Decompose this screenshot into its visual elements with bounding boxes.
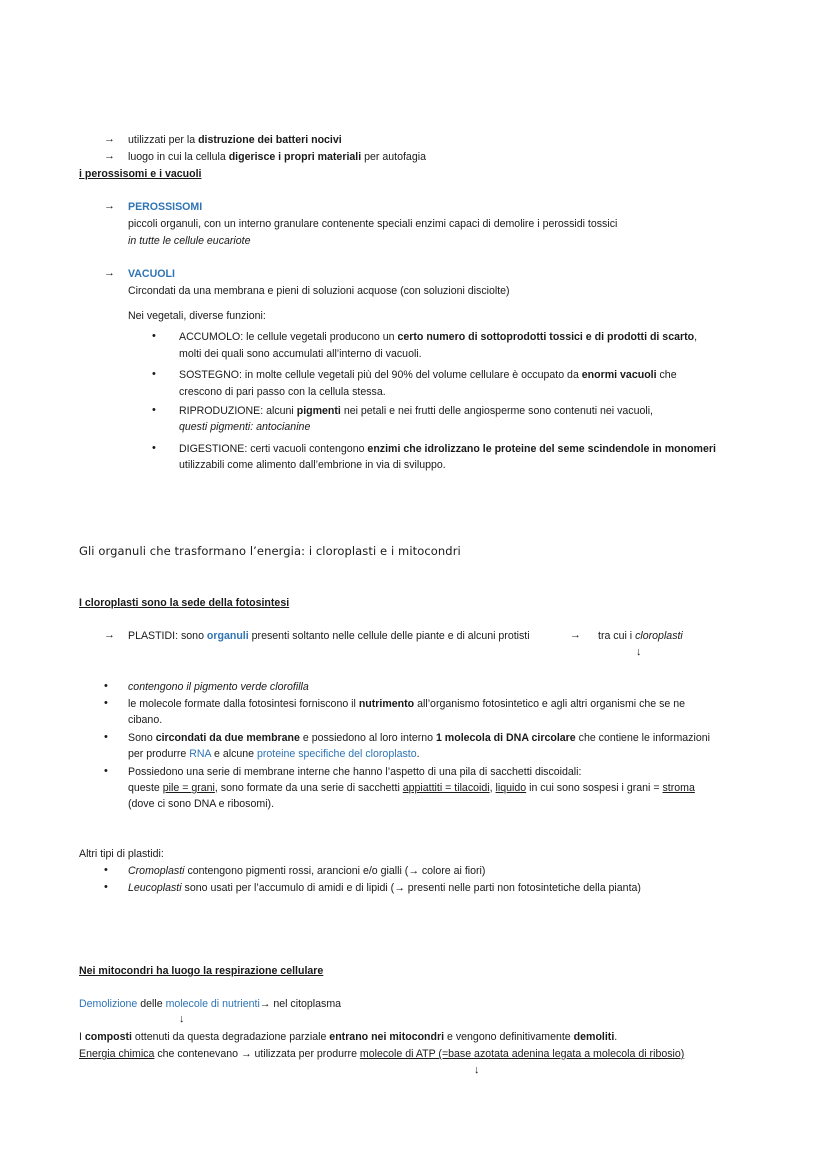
list-item: ACCUMOLO: le cellule vegetali producono un certo numero di sottoprodotti tossici e di prodotti di scarto, [179, 331, 698, 343]
list-item: SOSTEGNO: in molte cellule vegetali più del 90% del volume cellulare è occupato da enormi vacuoli che [179, 369, 677, 381]
list-item: Sono circondati da due membrane e possiedono al loro interno 1 molecola di DNA circolare che contiene le informazioni [128, 732, 710, 744]
list-item: Possiedono una serie di membrane interne che hanno l’aspetto di una pila di sacchetti discoidali: [128, 766, 582, 778]
list-item: RIPRODUZIONE: alcuni pigmenti nei petali e nei frutti delle angiosperme sono contenuti nei vacuoli, [179, 405, 653, 417]
bullet-icon: • [104, 881, 108, 893]
perossisomi-title: PEROSSISOMI [128, 201, 203, 213]
text-line: questi pigmenti: antocianine [179, 421, 311, 433]
arrow-right-icon: → [104, 133, 115, 145]
vacuoli-title: VACUOLI [128, 268, 175, 280]
list-item: Cromoplasti contengono pigmenti rossi, arancioni e/o gialli (→ colore ai fiori) [128, 865, 486, 877]
text-line: cibano. [128, 714, 163, 726]
bullet-icon: • [152, 330, 156, 342]
section-title: Gli organuli che trasformano l’energia: i cloroplasti e i mitocondri [79, 544, 461, 558]
text-line: Demolizione delle molecole di nutrienti→ nel citoplasma [79, 998, 342, 1010]
arrow-right-icon: → [570, 629, 581, 641]
text-line: utilizzabili come alimento dall’embrione in via di sviluppo. [179, 459, 446, 471]
arrow-right-icon: → [408, 865, 419, 877]
text-line: in tutte le cellule eucariote [128, 235, 251, 247]
bullet-icon: • [104, 765, 108, 777]
text-line: (dove ci sono DNA e ribosomi). [128, 798, 275, 810]
text-line: crescono di pari passo con la cellula stessa. [179, 386, 386, 398]
bullet-icon: • [152, 404, 156, 416]
text-line: piccoli organuli, con un interno granulare contenente speciali enzimi capaci di demolire i perossidi tossici [128, 218, 618, 230]
bullet-icon: • [152, 442, 156, 454]
text-line: PLASTIDI: sono organuli presenti soltanto nelle cellule delle piante e di alcuni protisti [128, 630, 530, 642]
bullet-icon: • [104, 697, 108, 709]
arrow-down-icon: ↓ [474, 1064, 480, 1076]
text-line: per produrre RNA e alcune proteine specifiche del cloroplasto. [128, 748, 420, 760]
text-line: Nei vegetali, diverse funzioni: [128, 310, 266, 322]
text-line: molti dei quali sono accumulati all’interno di vacuoli. [179, 348, 422, 360]
list-item: Leucoplasti sono usati per l’accumulo di amidi e di lipidi (→ presenti nelle parti non fotosintetiche della pianta) [128, 882, 641, 894]
text-line: Circondati da una membrana e pieni di soluzioni acquose (con soluzioni disciolte) [128, 285, 510, 297]
arrow-right-icon: → [104, 267, 115, 279]
bullet-icon: • [104, 864, 108, 876]
arrow-right-icon: → [259, 998, 271, 1010]
arrow-right-icon: → [104, 629, 115, 641]
text-line: luogo in cui la cellula digerisce i propri materiali per autofagia [128, 151, 426, 163]
arrow-right-icon: → [240, 1048, 252, 1060]
bullet-icon: • [104, 731, 108, 743]
arrow-down-icon: ↓ [179, 1013, 185, 1025]
arrow-right-icon: → [104, 150, 115, 162]
subheading: I cloroplasti sono la sede della fotosintesi [79, 597, 290, 609]
subheading: Nei mitocondri ha luogo la respirazione cellulare [79, 965, 324, 977]
text-line: Energia chimica che contenevano → utilizzata per produrre molecole di ATP (=base azotata adenina legata a molecola di ribosio) [79, 1048, 685, 1060]
list-item: DIGESTIONE: certi vacuoli contengono enzimi che idrolizzano le proteine del seme scindendole in monomeri [179, 443, 716, 455]
arrow-right-icon: → [394, 882, 405, 894]
text-line: I composti ottenuti da questa degradazione parziale entrano nei mitocondri e vengono definitivamente demoliti. [79, 1031, 618, 1043]
subheading: i perossisomi e i vacuoli [79, 168, 202, 180]
bullet-icon: • [104, 680, 108, 692]
bullet-icon: • [152, 368, 156, 380]
text-line: tra cui i cloroplasti [598, 630, 683, 642]
list-item: contengono il pigmento verde clorofilla [128, 681, 309, 693]
arrow-down-icon: ↓ [636, 646, 642, 658]
text-line: queste pile = grani, sono formate da una serie di sacchetti appiattiti = tilacoidi, liquido in cui sono sospesi i grani = stroma [128, 782, 695, 794]
text-line: Altri tipi di plastidi: [79, 848, 164, 860]
arrow-right-icon: → [104, 200, 115, 212]
text-line: utilizzati per la distruzione dei batteri nocivi [128, 134, 342, 146]
list-item: le molecole formate dalla fotosintesi forniscono il nutrimento all’organismo fotosintetico e agli altri organismi che se ne [128, 698, 686, 710]
